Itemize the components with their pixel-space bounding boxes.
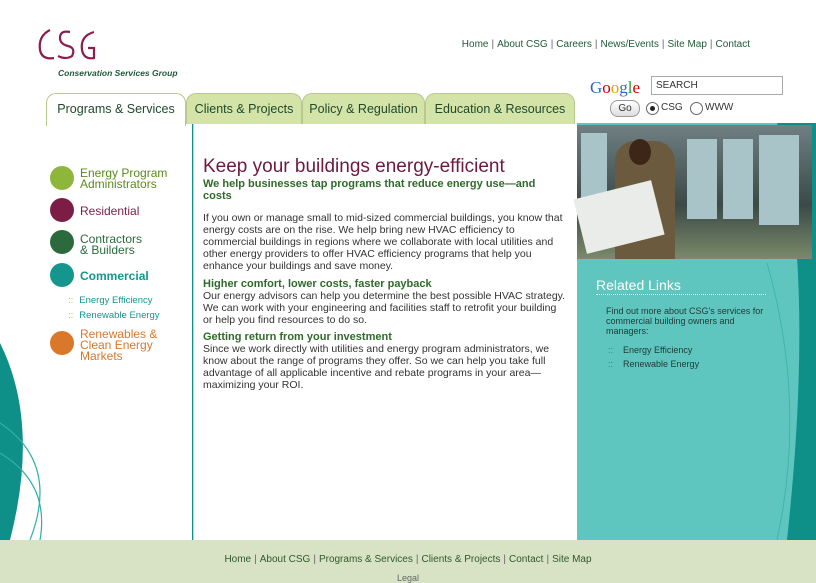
intro-paragraph: If you own or manage small to mid-sized commercial buildings, you know that energy costs are on the rise. We help bring new HVAC efficiency to commercial buildings in regions where we collaborate with local utilities and other energy providers to offer HVAC efficiency programs that help you enhance your buildings and save money. xyxy=(203,212,563,272)
related-link-label: Renewable Energy xyxy=(623,359,700,369)
sidebar-item-renewables[interactable] xyxy=(80,329,157,362)
top-navigation: Home | About CSG | Careers | News/Events | Site Map | Contact xyxy=(461,39,750,50)
tab-policy-regulation[interactable]: Policy & Regulation xyxy=(302,93,425,124)
wave-icon xyxy=(50,263,74,287)
footer-link-contact[interactable]: Contact xyxy=(509,554,544,565)
radio-www[interactable] xyxy=(690,102,703,115)
footer-navigation: Home | About CSG | Programs & Services | Clients & Projects | Contact | Site Map xyxy=(224,554,592,565)
logo-tagline: Conservation Services Group xyxy=(58,68,178,78)
top-nav-contact[interactable]: Contact xyxy=(715,39,750,50)
footer-link-sitemap[interactable]: Site Map xyxy=(552,554,592,565)
top-nav-home[interactable]: Home xyxy=(461,39,489,50)
page-subtitle: We help businesses tap programs that reduce energy use—and costs xyxy=(203,178,536,202)
businessman-photo xyxy=(577,125,812,259)
nav-label-line: Markets xyxy=(80,349,123,363)
page-title: Keep your buildings energy-efficient xyxy=(203,156,505,177)
related-link-energy-efficiency[interactable]: :: Energy Efficiency xyxy=(608,345,693,355)
nav-label-line: Contractors xyxy=(80,232,143,246)
leaf-icon xyxy=(50,230,74,254)
related-link-renewable-energy[interactable]: :: Renewable Energy xyxy=(608,359,700,369)
divider xyxy=(596,294,766,295)
house-swirl-icon xyxy=(50,198,74,222)
google-logo: Google xyxy=(590,78,641,97)
subnav-renewable-energy[interactable]: :: Renewable Energy xyxy=(68,310,160,321)
radio-csg[interactable] xyxy=(646,102,659,115)
sidebar-item-residential[interactable]: Residential xyxy=(80,204,140,218)
nav-label-line: Renewables & xyxy=(80,327,158,341)
sun-icon xyxy=(50,331,74,355)
section-text-return: Since we work directly with utilities and energy program administrators, we know about the range of programs they offer. So we can help you take full advantage of all applicable incentive and rebate programs in your area—maximizing your ROI. xyxy=(203,343,550,391)
subnav-energy-efficiency[interactable]: :: Energy Efficiency xyxy=(68,295,153,306)
nav-label-line: Energy Program xyxy=(80,166,168,180)
leaves-icon xyxy=(50,166,74,190)
footer-link-about[interactable]: About CSG xyxy=(259,554,311,565)
sidebar-item-contractors-builders[interactable] xyxy=(80,234,142,256)
subnav-label: Renewable Energy xyxy=(79,310,160,321)
section-heading-return: Getting return from your investment xyxy=(203,331,392,343)
tab-clients-projects[interactable]: Clients & Projects xyxy=(186,93,302,124)
top-nav-careers[interactable]: Careers xyxy=(556,39,592,50)
subnav-label: Energy Efficiency xyxy=(79,295,153,306)
radio-csg-label: CSG xyxy=(661,102,683,113)
nav-label-line: & Builders xyxy=(80,243,135,257)
search-input[interactable]: SEARCH xyxy=(651,76,783,95)
go-button[interactable]: Go xyxy=(610,100,640,117)
nav-label-line: Clean Energy xyxy=(80,338,153,352)
top-nav-about[interactable]: About CSG xyxy=(497,39,548,50)
top-nav-news[interactable]: News/Events xyxy=(600,39,659,50)
tab-education-resources[interactable]: Education & Resources xyxy=(425,93,575,124)
tab-programs-services[interactable]: Programs & Services xyxy=(46,93,186,126)
footer-link-legal[interactable]: Legal xyxy=(396,573,420,583)
related-links-title: Related Links xyxy=(596,277,681,293)
related-link-label: Energy Efficiency xyxy=(623,345,693,355)
footer-link-home[interactable]: Home xyxy=(224,554,252,565)
top-nav-sitemap[interactable]: Site Map xyxy=(667,39,707,50)
footer-link-clients[interactable]: Clients & Projects xyxy=(421,554,501,565)
nav-label-line: Administrators xyxy=(80,177,157,191)
radio-www-label: WWW xyxy=(705,102,734,113)
related-links-text: Find out more about CSG's services for commercial building owners and managers: xyxy=(606,306,764,336)
sidebar-item-commercial[interactable]: Commercial xyxy=(80,269,149,283)
section-heading-comfort: Higher comfort, lower costs, faster payback xyxy=(203,278,432,290)
footer-link-programs[interactable]: Programs & Services xyxy=(318,554,413,565)
sidebar-item-energy-program-administrators[interactable] xyxy=(80,168,167,190)
section-text-comfort: Our energy advisors can help you determine the best possible HVAC strategy. We can work with your engineering and facilities staff to retrofit your building or help you find resources to do so. xyxy=(203,290,566,326)
